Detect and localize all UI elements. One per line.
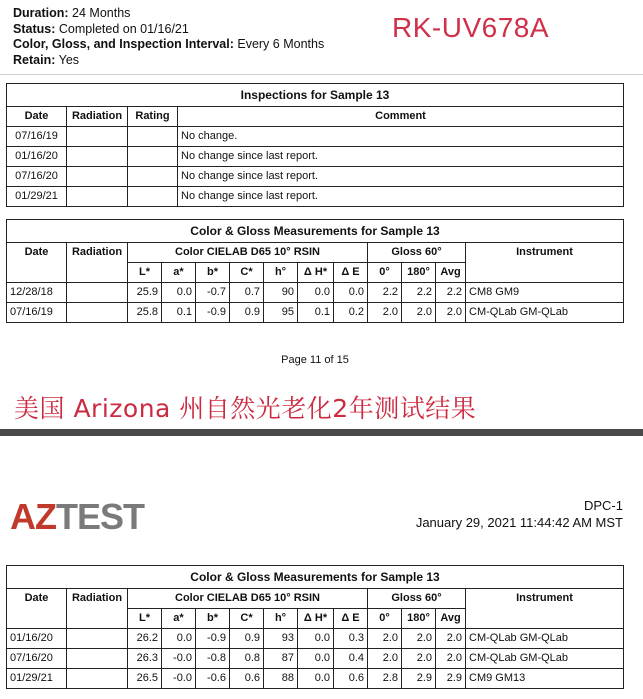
col-measure: Δ E <box>334 263 368 283</box>
col-gloss-group: Gloss 60° <box>368 243 466 263</box>
cell-value: -0.0 <box>162 649 196 669</box>
cell-value: 0.0 <box>298 669 334 689</box>
duration-label: Duration: <box>13 6 69 20</box>
cell-value: 26.3 <box>128 649 162 669</box>
cell-radiation <box>67 629 128 649</box>
col-comment: Comment <box>178 107 624 127</box>
cell-value: 88 <box>264 669 298 689</box>
cell-date: 07/16/19 <box>7 127 67 147</box>
col-measure: Avg <box>436 609 466 629</box>
page-separator <box>0 429 643 436</box>
model-code-overlay: RK-UV678A <box>392 12 550 43</box>
table-row <box>7 167 624 187</box>
cell-value: 0.0 <box>162 283 196 303</box>
col-date: Date <box>7 107 67 127</box>
cell-value: 2.0 <box>436 303 466 323</box>
cell-value: -0.8 <box>196 649 230 669</box>
col-measure: a* <box>162 609 196 629</box>
table-row <box>7 303 624 323</box>
cell-value: 2.0 <box>368 629 402 649</box>
cell-instrument: CM8 GM9 <box>466 283 624 303</box>
logo-test: TEST <box>56 496 145 537</box>
cell-date: 01/16/20 <box>7 629 67 649</box>
cell-value: 26.2 <box>128 629 162 649</box>
cell-instrument: CM-QLab GM-QLab <box>466 303 624 323</box>
cell-value: 2.2 <box>368 283 402 303</box>
cell-value: -0.9 <box>196 629 230 649</box>
col-measure: Δ H* <box>298 609 334 629</box>
col-radiation: Radiation <box>67 243 128 283</box>
cell-value: 0.4 <box>334 649 368 669</box>
cell-radiation <box>67 649 128 669</box>
cell-value: 26.5 <box>128 669 162 689</box>
logo-az: AZ <box>10 496 56 537</box>
cell-instrument: CM-QLab GM-QLab <box>466 629 624 649</box>
cell-value: 2.0 <box>436 629 466 649</box>
col-date: Date <box>7 243 67 283</box>
col-instrument: Instrument <box>466 243 624 283</box>
col-radiation: Radiation <box>67 589 128 629</box>
col-measure: 0° <box>368 609 402 629</box>
cell-value: 0.0 <box>298 283 334 303</box>
cell-comment: No change since last report. <box>178 167 624 187</box>
col-measure: L* <box>128 609 162 629</box>
cell-comment: No change since last report. <box>178 187 624 207</box>
interval-value: Every 6 Months <box>237 37 325 51</box>
cell-value: -0.7 <box>196 283 230 303</box>
col-measure: b* <box>196 609 230 629</box>
cell-date: 12/28/18 <box>7 283 67 303</box>
col-rating: Rating <box>128 107 178 127</box>
status-label: Status: <box>13 21 56 36</box>
cell-rating <box>128 187 178 207</box>
col-measure: h° <box>264 609 298 629</box>
col-measure: 180° <box>402 609 436 629</box>
cell-value: 2.9 <box>436 669 466 689</box>
col-radiation: Radiation <box>67 107 128 127</box>
cell-radiation <box>67 147 128 167</box>
col-measure: L* <box>128 263 162 283</box>
status-value: Completed on 01/16/21 <box>58 21 189 36</box>
col-measure: Avg <box>436 263 466 283</box>
report-header <box>416 497 623 531</box>
duration-line <box>13 6 324 22</box>
cell-value: 0.2 <box>334 303 368 323</box>
cell-value: 93 <box>264 629 298 649</box>
table-row <box>7 669 624 689</box>
cell-value: 0.1 <box>298 303 334 323</box>
cell-value: 0.7 <box>230 283 264 303</box>
cell-rating <box>128 147 178 167</box>
col-measure: C* <box>230 609 264 629</box>
measurements-caption: Color & Gloss Measurements for Sample 13 <box>7 566 624 589</box>
cell-value: 2.0 <box>368 303 402 323</box>
measurements-caption: Color & Gloss Measurements for Sample 13 <box>7 220 624 243</box>
cell-value: 2.0 <box>436 649 466 669</box>
page-number: Page 11 of 15 <box>281 354 349 366</box>
cell-value: 0.6 <box>230 669 264 689</box>
cell-radiation <box>67 283 128 303</box>
cell-rating <box>128 127 178 147</box>
status-line <box>13 22 324 38</box>
cell-comment: No change. <box>178 127 624 147</box>
cell-value: 2.0 <box>368 649 402 669</box>
divider <box>0 74 643 75</box>
cell-value: 2.0 <box>402 303 436 323</box>
cell-value: 25.8 <box>128 303 162 323</box>
cell-date: 07/16/19 <box>7 303 67 323</box>
cell-value: 0.9 <box>230 303 264 323</box>
report-code: DPC-1 <box>583 498 623 513</box>
table-row <box>7 127 624 147</box>
table-row <box>7 629 624 649</box>
retain-line <box>13 53 324 69</box>
col-measure: 180° <box>402 263 436 283</box>
cell-value: 2.9 <box>402 669 436 689</box>
table-row <box>7 283 624 303</box>
cell-radiation <box>67 669 128 689</box>
cell-value: 0.0 <box>162 629 196 649</box>
cell-value: 2.0 <box>402 629 436 649</box>
cell-value: 0.3 <box>334 629 368 649</box>
caption-overlay: 美国 Arizona 州自然光老化2年测试结果 <box>14 394 477 423</box>
cell-value: 0.6 <box>334 669 368 689</box>
table-row <box>7 187 624 207</box>
inspections-table <box>6 83 624 207</box>
cell-value: 0.0 <box>298 649 334 669</box>
col-color-group: Color CIELAB D65 10° RSIN <box>128 589 368 609</box>
cell-value: 0.0 <box>298 629 334 649</box>
cell-radiation <box>67 303 128 323</box>
cell-value: 2.0 <box>402 649 436 669</box>
sample-info <box>13 6 324 68</box>
measurements-table-2 <box>6 565 624 689</box>
cell-value: -0.0 <box>162 669 196 689</box>
cell-radiation <box>67 187 128 207</box>
cell-value: 0.9 <box>230 629 264 649</box>
cell-date: 07/16/20 <box>7 649 67 669</box>
cell-value: 2.2 <box>402 283 436 303</box>
cell-value: 95 <box>264 303 298 323</box>
cell-radiation <box>67 127 128 147</box>
cell-date: 01/16/20 <box>7 147 67 167</box>
cell-instrument: CM-QLab GM-QLab <box>466 649 624 669</box>
cell-value: 0.8 <box>230 649 264 669</box>
cell-value: 0.0 <box>334 283 368 303</box>
col-instrument: Instrument <box>466 589 624 629</box>
cell-value: 0.1 <box>162 303 196 323</box>
col-gloss-group: Gloss 60° <box>368 589 466 609</box>
measurements-table-1 <box>6 219 624 323</box>
col-color-group: Color CIELAB D65 10° RSIN <box>128 243 368 263</box>
cell-date: 07/16/20 <box>7 167 67 187</box>
aztest-logo <box>10 496 144 538</box>
retain-value: Yes <box>58 52 80 67</box>
cell-date: 01/29/21 <box>7 187 67 207</box>
cell-value: 2.8 <box>368 669 402 689</box>
col-date: Date <box>7 589 67 629</box>
table-row <box>7 649 624 669</box>
cell-value: 2.2 <box>436 283 466 303</box>
interval-label: Color, Gloss, and Inspection Interval: <box>13 37 234 51</box>
cell-value: -0.6 <box>196 669 230 689</box>
cell-date: 01/29/21 <box>7 669 67 689</box>
retain-label: Retain: <box>13 52 56 67</box>
cell-value: 25.9 <box>128 283 162 303</box>
col-measure: Δ H* <box>298 263 334 283</box>
cell-value: 90 <box>264 283 298 303</box>
cell-rating <box>128 167 178 187</box>
duration-value: 24 Months <box>72 6 131 20</box>
col-measure: 0° <box>368 263 402 283</box>
interval-line <box>13 37 324 53</box>
cell-instrument: CM9 GM13 <box>466 669 624 689</box>
cell-value: 87 <box>264 649 298 669</box>
col-measure: b* <box>196 263 230 283</box>
col-measure: h° <box>264 263 298 283</box>
cell-radiation <box>67 167 128 187</box>
report-datetime: January 29, 2021 11:44:42 AM MST <box>415 515 623 530</box>
cell-value: -0.9 <box>196 303 230 323</box>
cell-comment: No change since last report. <box>178 147 624 167</box>
inspections-caption: Inspections for Sample 13 <box>7 84 624 107</box>
table-row <box>7 147 624 167</box>
col-measure: Δ E <box>334 609 368 629</box>
col-measure: C* <box>230 263 264 283</box>
col-measure: a* <box>162 263 196 283</box>
